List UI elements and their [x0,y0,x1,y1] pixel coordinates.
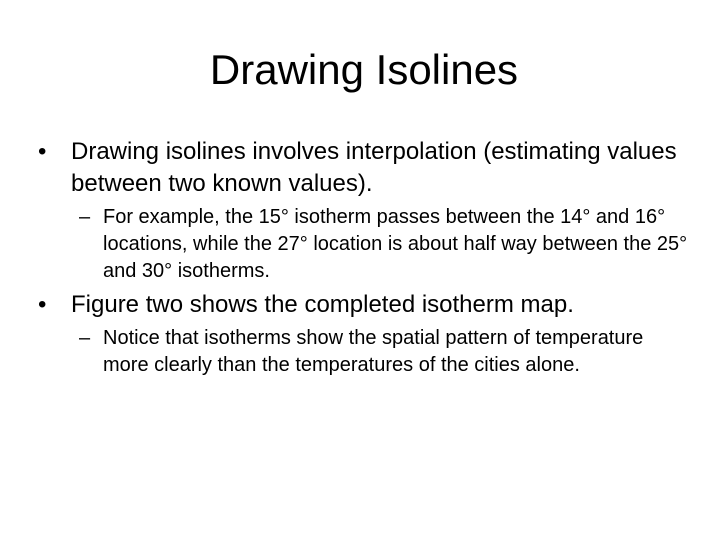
sub-bullet-marker: – [79,327,91,349]
sub-bullet-text: Notice that isotherms show the spatial pattern of temperature more clearly than the temperatures of the cities alone. [103,327,644,376]
sub-bullet-group [0,325,728,379]
sub-bullet-group [0,204,728,285]
sub-bullet-list [0,325,728,379]
bullet-marker: • [38,138,47,165]
sub-bullet-marker: – [79,206,91,228]
sub-bullet-list [0,204,728,285]
bullet-item [0,289,728,321]
sub-bullet-item [0,325,728,379]
sub-bullet-text: For example, the 15° isotherm passes between the 14° and 16° locations, while the 27° location is about half way between the 25° and 30° isotherms. [103,206,688,282]
bullet-text: Figure two shows the completed isotherm map. [71,291,574,318]
bullet-item [0,136,728,200]
bullet-list [0,136,728,379]
slide-title: Drawing Isolines [209,46,519,93]
bullet-marker: • [38,291,47,318]
sub-bullet-item [0,204,728,285]
bullet-text: Drawing isolines involves interpolation (estimating values between two known values). [71,138,677,197]
